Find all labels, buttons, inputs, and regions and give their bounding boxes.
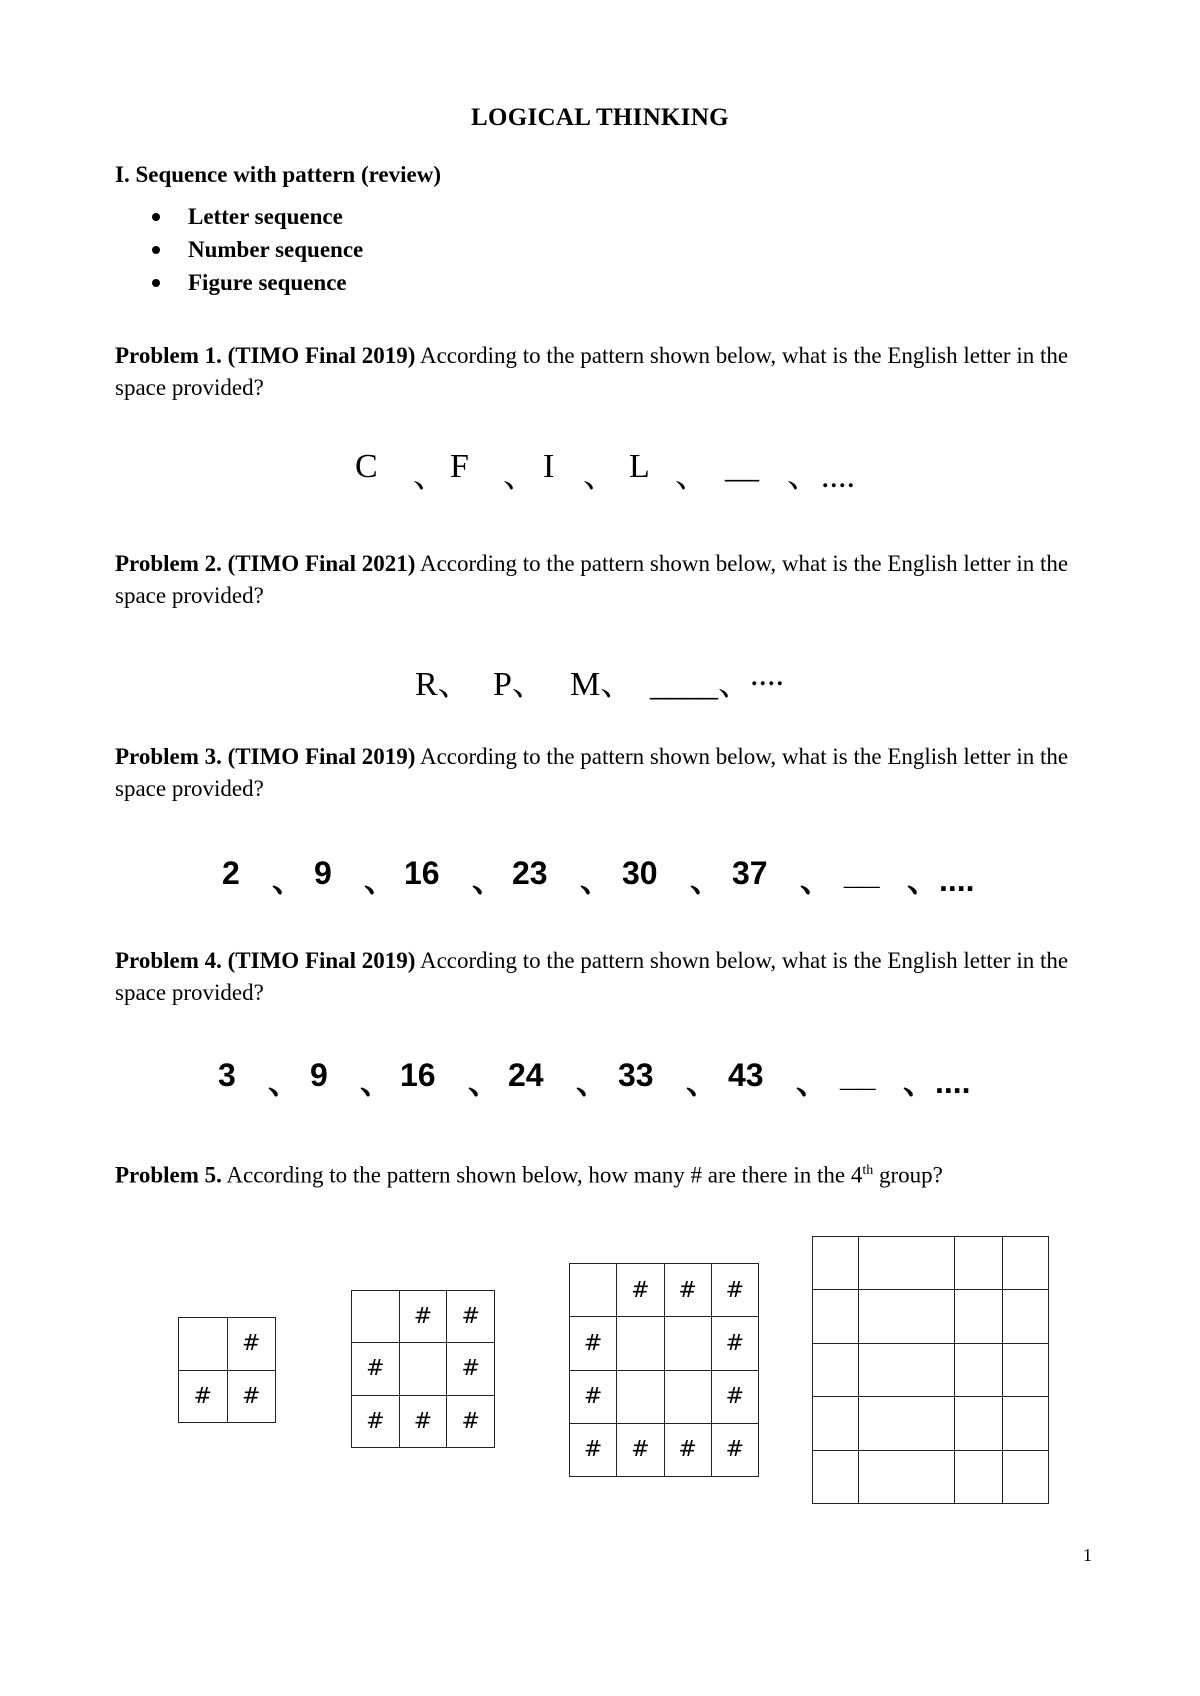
grid-cell: # — [711, 1317, 758, 1370]
seq-term: 9 — [310, 1057, 328, 1093]
grid-cell — [955, 1290, 1003, 1343]
grid-cell — [1003, 1237, 1049, 1290]
seq-separator: 、.... — [787, 458, 855, 495]
pattern-grid-1 — [178, 1317, 276, 1423]
seq-term: 16 — [404, 855, 440, 891]
seq-term: F — [450, 448, 469, 485]
grid-cell — [859, 1237, 955, 1290]
problem-4 — [115, 945, 1100, 1009]
pattern-grid-3 — [569, 1263, 759, 1477]
bullet-dot-icon — [152, 213, 160, 221]
grid-cell — [617, 1317, 664, 1370]
bullet-dot-icon — [152, 279, 160, 287]
seq-separator: 、 — [690, 862, 723, 898]
seq-term: 30 — [622, 855, 658, 891]
seq-term: 9 — [314, 855, 332, 891]
seq-term: 33 — [618, 1057, 654, 1093]
grid-cell — [352, 1291, 400, 1343]
grid-cell — [813, 1237, 859, 1290]
seq-separator: 、 — [796, 1064, 829, 1100]
seq-term: L — [629, 448, 650, 485]
grid-cell — [399, 1343, 447, 1395]
seq-ellipsis: .... — [750, 656, 784, 693]
seq-term: R、 — [415, 666, 472, 703]
problem-label: Problem 2. (TIMO Final 2021) — [115, 551, 416, 576]
seq-separator: 、 — [272, 862, 305, 898]
grid-cell: # — [352, 1395, 400, 1447]
section-heading: I. Sequence with pattern (review) — [115, 162, 441, 187]
page-number: 1 — [1083, 1545, 1092, 1565]
problem-label: Problem 3. (TIMO Final 2019) — [115, 744, 416, 769]
grid-cell — [570, 1264, 617, 1317]
problem-text: According to the pattern shown below, what is the English letter in the space provided? — [115, 744, 1069, 801]
seq-term: 23 — [512, 855, 548, 891]
seq-term: C — [355, 448, 378, 485]
seq-separator: 、 — [503, 458, 537, 495]
grid-cell — [955, 1343, 1003, 1396]
grid-cell — [1003, 1397, 1049, 1450]
seq-term: 2 — [222, 855, 240, 891]
page-title: LOGICAL THINKING — [471, 104, 729, 131]
seq-separator: 、 — [413, 458, 447, 495]
seq-separator: 、 — [580, 862, 613, 898]
seq-blank: __ — [725, 448, 759, 485]
grid-cell: # — [711, 1423, 758, 1476]
grid-cell: # — [447, 1343, 495, 1395]
seq-separator: 、 — [364, 862, 397, 898]
grid-cell: # — [570, 1370, 617, 1423]
seq-separator: 、 — [360, 1064, 393, 1100]
pattern-grid-4 — [812, 1236, 1049, 1504]
grid-cell: # — [570, 1317, 617, 1370]
grid-cell: # — [617, 1264, 664, 1317]
grid-cell: # — [352, 1343, 400, 1395]
bullet-item: Figure sequence — [150, 266, 363, 299]
seq-term: 37 — [732, 855, 768, 891]
grid-cell — [955, 1237, 1003, 1290]
superscript: th — [862, 1163, 874, 1178]
grid-cell — [1003, 1290, 1049, 1343]
pattern-grid-2 — [351, 1290, 495, 1448]
grid-cell — [813, 1290, 859, 1343]
bullet-dot-icon — [152, 246, 160, 254]
seq-separator: 、.... — [907, 862, 975, 898]
problem-text: According to the pattern shown below, what is the English letter in the space provided? — [115, 343, 1069, 400]
seq-separator: 、 — [800, 862, 833, 898]
seq-separator: 、 — [268, 1064, 301, 1100]
seq-separator: 、 — [675, 458, 709, 495]
problem-3 — [115, 741, 1100, 805]
grid-cell — [1003, 1343, 1049, 1396]
bullet-item: Letter sequence — [150, 200, 363, 233]
grid-cell — [617, 1370, 664, 1423]
seq-separator: 、.... — [903, 1064, 971, 1100]
grid-cell — [955, 1450, 1003, 1503]
grid-cell — [1003, 1450, 1049, 1503]
grid-cell: # — [447, 1395, 495, 1447]
grid-cell — [859, 1343, 955, 1396]
grid-cell — [859, 1397, 955, 1450]
problem-text: According to the pattern shown below, what is the English letter in the space provided? — [115, 551, 1069, 608]
seq-blank: __ — [840, 1057, 876, 1093]
seq-term: 24 — [508, 1057, 544, 1093]
grid-cell: # — [664, 1423, 711, 1476]
problem-text: According to the pattern shown below, how many # are there in the 4 — [226, 1162, 863, 1188]
problem-2 — [115, 548, 1100, 612]
grid-cell: # — [570, 1423, 617, 1476]
grid-cell: # — [711, 1370, 758, 1423]
seq-term: 43 — [728, 1057, 764, 1093]
seq-term: P、 — [493, 666, 546, 703]
seq-term: 16 — [400, 1057, 436, 1093]
grid-cell — [955, 1397, 1003, 1450]
problem-label: Problem 5. — [115, 1162, 222, 1188]
grid-cell — [179, 1318, 228, 1371]
grid-cell — [859, 1450, 955, 1503]
grid-cell — [813, 1450, 859, 1503]
grid-cell: # — [399, 1291, 447, 1343]
grid-cell: # — [617, 1423, 664, 1476]
grid-cell: # — [664, 1264, 711, 1317]
seq-term: 3 — [218, 1057, 236, 1093]
problem-5 — [115, 1155, 1100, 1192]
seq-separator: 、 — [472, 862, 505, 898]
grid-cell: # — [179, 1370, 228, 1423]
grid-cell — [813, 1397, 859, 1450]
bullet-item: Number sequence — [150, 233, 363, 266]
problem-text: group? — [873, 1162, 943, 1188]
problem-label: Problem 1. (TIMO Final 2019) — [115, 343, 416, 368]
grid-cell — [664, 1370, 711, 1423]
seq-term: I — [543, 448, 555, 485]
grid-cell — [859, 1290, 955, 1343]
grid-cell: # — [447, 1291, 495, 1343]
bullet-list — [150, 200, 363, 299]
seq-separator: 、 — [583, 458, 617, 495]
problem-1 — [115, 340, 1100, 404]
problem-text: According to the pattern shown below, what is the English letter in the space provided? — [115, 948, 1069, 1005]
seq-blank: ____、 — [650, 666, 752, 703]
seq-separator: 、 — [576, 1064, 609, 1100]
seq-term: M、 — [570, 666, 635, 703]
grid-cell: # — [227, 1370, 276, 1423]
problem-label: Problem 4. (TIMO Final 2019) — [115, 948, 416, 973]
grid-cell — [664, 1317, 711, 1370]
grid-cell — [813, 1343, 859, 1396]
seq-separator: 、 — [468, 1064, 501, 1100]
grid-cell: # — [399, 1395, 447, 1447]
grid-cell: # — [227, 1318, 276, 1371]
seq-separator: 、 — [686, 1064, 719, 1100]
seq-blank: __ — [844, 855, 880, 891]
grid-cell: # — [711, 1264, 758, 1317]
